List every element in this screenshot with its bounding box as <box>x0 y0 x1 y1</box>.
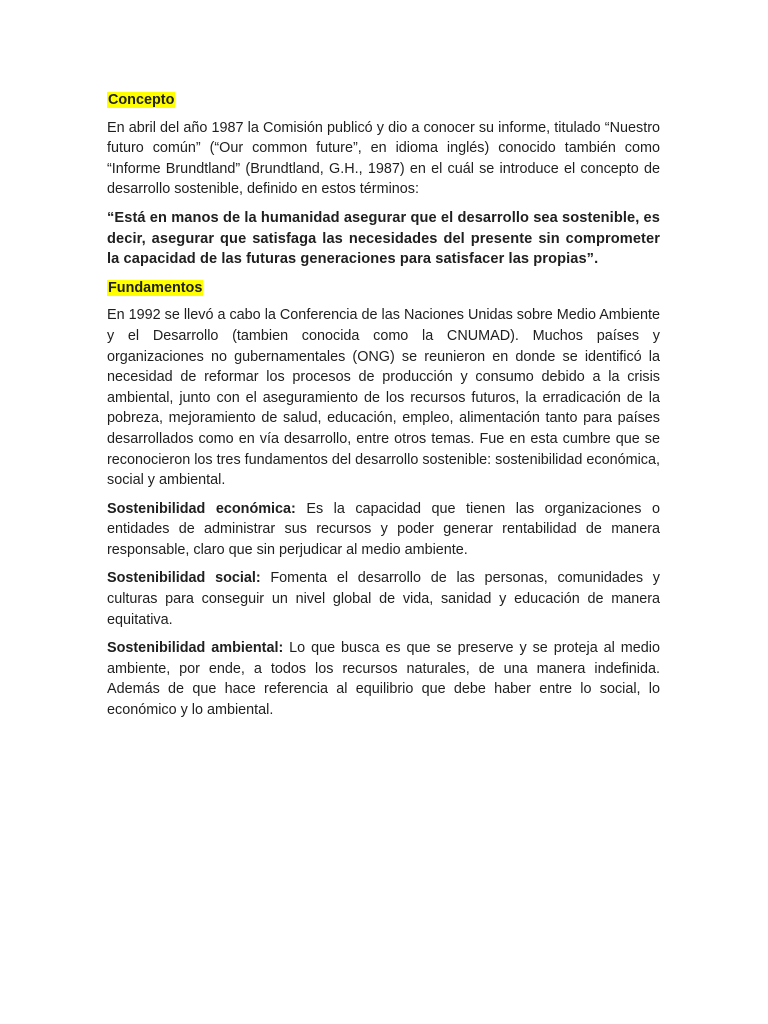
section-heading-fundamentos <box>107 278 660 299</box>
sostenibilidad-social-paragraph <box>107 568 660 630</box>
definition-quote: “Está en manos de la humanidad asegurar que el desarrollo sea sostenible, es decir, asegurar que satisfaga las necesidades del presente sin comprometer la capacidad de las futuras generaciones para satisfacer las propias”. <box>107 209 660 268</box>
section-heading-concepto <box>107 90 660 111</box>
highlighted-heading-text: Concepto <box>108 92 175 108</box>
term-label: Sostenibilidad económica: <box>107 500 296 517</box>
term-label: Sostenibilidad social: <box>107 570 261 587</box>
sostenibilidad-economica-paragraph <box>107 499 660 561</box>
term-description: Fomenta el desarrollo de las personas, comunidades y culturas para conseguir un nivel global de vida, sanidad y educación de manera equitativa. <box>107 570 660 628</box>
concepto-paragraph: En abril del año 1987 la Comisión publicó y dio a conocer su informe, titulado “Nuestro futuro común” (“Our common future”, en idioma inglés) conocido también como “Informe Brundtland” (Brundtland, G.H., 1987) en el cuál se introduce el concepto de desarrollo sostenible, definido en estos términos: <box>107 119 660 198</box>
term-description: Lo que busca es que se preserve y se proteja al medio ambiente, por ende, a todos los recursos naturales, de una manera indefinida. Además de que hace referencia al equilibrio que debe haber entre lo social, lo económico y lo ambiental. <box>107 640 660 719</box>
term-description: Es la capacidad que tienen las organizaciones o entidades de administrar sus recursos y poder generar rentabilidad de manera responsable, claro que sin perjudicar al medio ambiente. <box>107 500 660 558</box>
fundamentos-paragraph: En 1992 se llevó a cabo la Conferencia de las Naciones Unidas sobre Medio Ambiente y el Desarrollo (tambien conocida como la CNUMAD). Muchos países y organizaciones no gubernamentales (ONG) se reunieron en donde se identificó la necesidad de reformar los procesos de producción y consumo debido a la crisis ambiental, junto con el aseguramiento de los recursos futuros, la erradicación de la pobreza, mejoramiento de salud, educación, empleo, alimentación tanto para países desarrollados como en vía desarrollo, entre otros temas. Fue en esta cumbre que se reconocieron los tres fundamentos del desarrollo sostenible: sostenibilidad económica, social y ambiental. <box>107 307 660 489</box>
highlighted-heading-text: Fundamentos <box>108 279 203 296</box>
sostenibilidad-ambiental-paragraph <box>107 638 660 720</box>
term-label: Sostenibilidad ambiental: <box>107 640 284 657</box>
document-page <box>107 90 660 729</box>
